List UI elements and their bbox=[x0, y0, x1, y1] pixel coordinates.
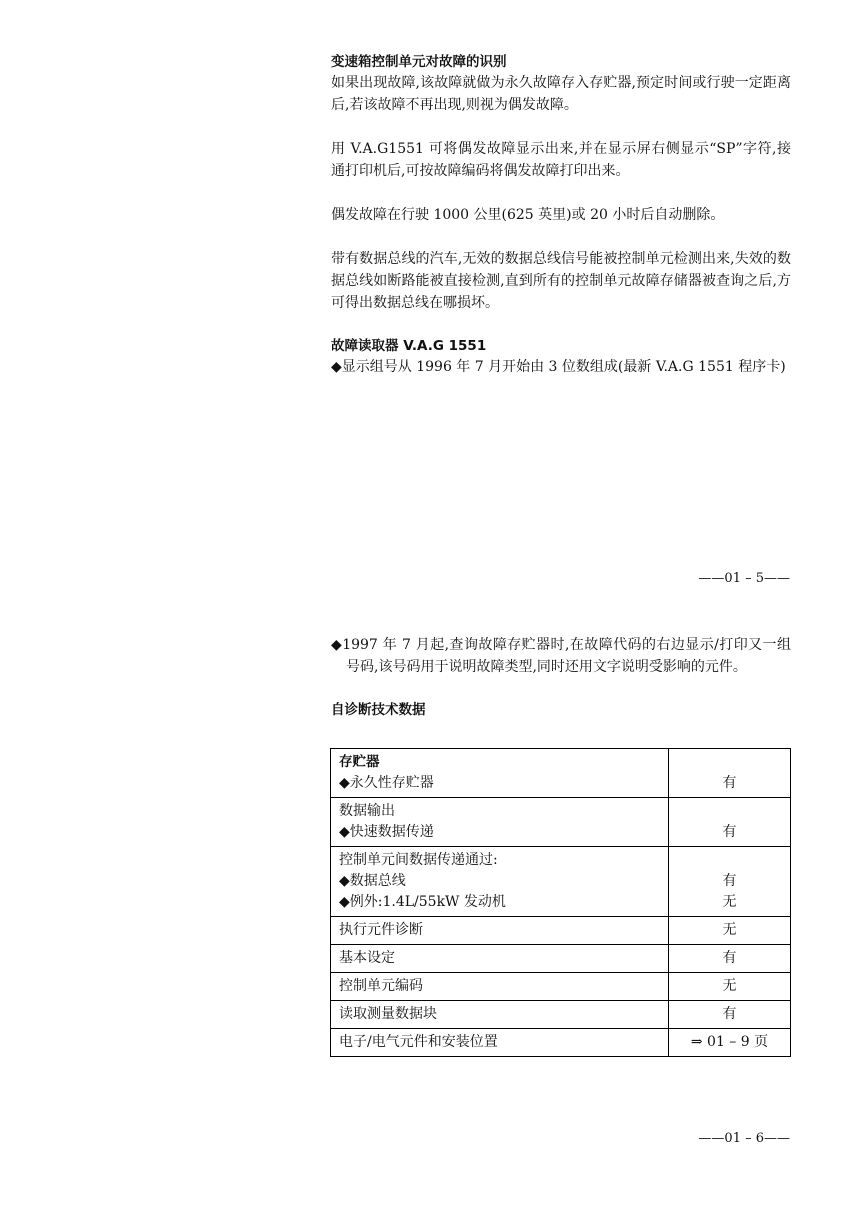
table-value-line: 无 bbox=[722, 922, 737, 938]
table-value-line: ⇒ 01 – 9 页 bbox=[690, 1034, 769, 1050]
table-cell-value bbox=[669, 1001, 791, 1029]
table-cell-item bbox=[331, 917, 669, 945]
table-value-line: 有 bbox=[722, 824, 737, 840]
table-item-line: 控制单元编码 bbox=[339, 978, 423, 994]
table-row bbox=[331, 1001, 791, 1029]
table-item-line: 控制单元间数据传递通过: bbox=[339, 852, 498, 868]
table-cell-item bbox=[331, 945, 669, 973]
table-value-line: 有 bbox=[722, 775, 737, 791]
table-cell-value bbox=[669, 973, 791, 1001]
table-item-line: 数据输出 bbox=[339, 803, 395, 819]
paragraph-permanent-fault: 如果出现故障,该故障就做为永久故障存入存贮器,预定时间或行驶一定距离后,若该故障不再出现,则视为偶发故障。 bbox=[331, 75, 791, 113]
table-cell-item bbox=[331, 1029, 669, 1057]
table-item-line: 执行元件诊断 bbox=[339, 922, 423, 938]
table-cell-value bbox=[669, 798, 791, 847]
table-row bbox=[331, 749, 791, 798]
table-item-line: 读取测量数据块 bbox=[339, 1006, 437, 1022]
table-row bbox=[331, 917, 791, 945]
paragraph-data-bus: 带有数据总线的汽车,无效的数据总线信号能被控制单元检测出来,失效的数据总线如断路能被直接检测,直到所有的控制单元故障存储器被查询之后,方可得出数据总线在哪损坏。 bbox=[331, 251, 791, 311]
table-item-line: ◆快速数据传递 bbox=[339, 824, 434, 840]
table-row bbox=[331, 973, 791, 1001]
table-cell-item bbox=[331, 1001, 669, 1029]
table-cell-item bbox=[331, 749, 669, 798]
table-item-line: ◆例外:1.4L/55kW 发动机 bbox=[339, 894, 506, 910]
table-value-line: 无 bbox=[722, 978, 737, 994]
bullet-fault-type-display: ◆1997 年 7 月起,查询故障存贮器时,在故障代码的右边显示/打印又一组号码,该号码用于说明故障类型,同时还用文字说明受影响的元件。 bbox=[331, 637, 791, 675]
table-item-line: ◆永久性存贮器 bbox=[339, 775, 434, 791]
table-row bbox=[331, 945, 791, 973]
table-item-line: 电子/电气元件和安装位置 bbox=[339, 1034, 498, 1050]
table-cell-item bbox=[331, 973, 669, 1001]
table-value-line: 有 bbox=[722, 1006, 737, 1022]
bullet-display-group: ◆显示组号从 1996 年 7 月开始由 3 位数组成(最新 V.A.G 1551 程序卡) bbox=[331, 359, 786, 375]
table-item-line: ◆数据总线 bbox=[339, 873, 406, 889]
section-heading-fault-recognition: 变速箱控制单元对故障的识别 bbox=[331, 54, 507, 70]
paragraph-sporadic-display: 用 V.A.G1551 可将偶发故障显示出来,并在显示屏右侧显示“SP”字符,接通打印机后,可按故障编码将偶发故障打印出来。 bbox=[331, 141, 791, 179]
page2-content bbox=[331, 634, 791, 720]
table-value-line: 有 bbox=[722, 950, 737, 966]
table-row bbox=[331, 847, 791, 917]
self-diagnosis-table bbox=[330, 748, 791, 1057]
table-row bbox=[331, 798, 791, 847]
section-heading-self-diagnosis: 自诊断技术数据 bbox=[331, 702, 426, 718]
table-value-line: 无 bbox=[722, 894, 737, 910]
section-heading-fault-reader: 故障读取器 V.A.G 1551 bbox=[331, 338, 487, 354]
table-cell-value bbox=[669, 917, 791, 945]
table-cell-value bbox=[669, 847, 791, 917]
table-cell-value bbox=[669, 1029, 791, 1057]
table-cell-value bbox=[669, 945, 791, 973]
table-row bbox=[331, 1029, 791, 1057]
table-item-line: 存贮器 bbox=[339, 754, 380, 770]
paragraph-auto-delete: 偶发故障在行驶 1000 公里(625 英里)或 20 小时后自动删除。 bbox=[331, 207, 725, 223]
page-number-1: ——01 – 5—— bbox=[698, 571, 790, 586]
table-item-line: 基本设定 bbox=[339, 950, 395, 966]
table-cell-item bbox=[331, 847, 669, 917]
table-cell-item bbox=[331, 798, 669, 847]
page1-content bbox=[331, 52, 791, 378]
page-number-2: ——01 – 6—— bbox=[698, 1131, 790, 1146]
table-cell-value bbox=[669, 749, 791, 798]
table-value-line: 有 bbox=[722, 873, 737, 889]
